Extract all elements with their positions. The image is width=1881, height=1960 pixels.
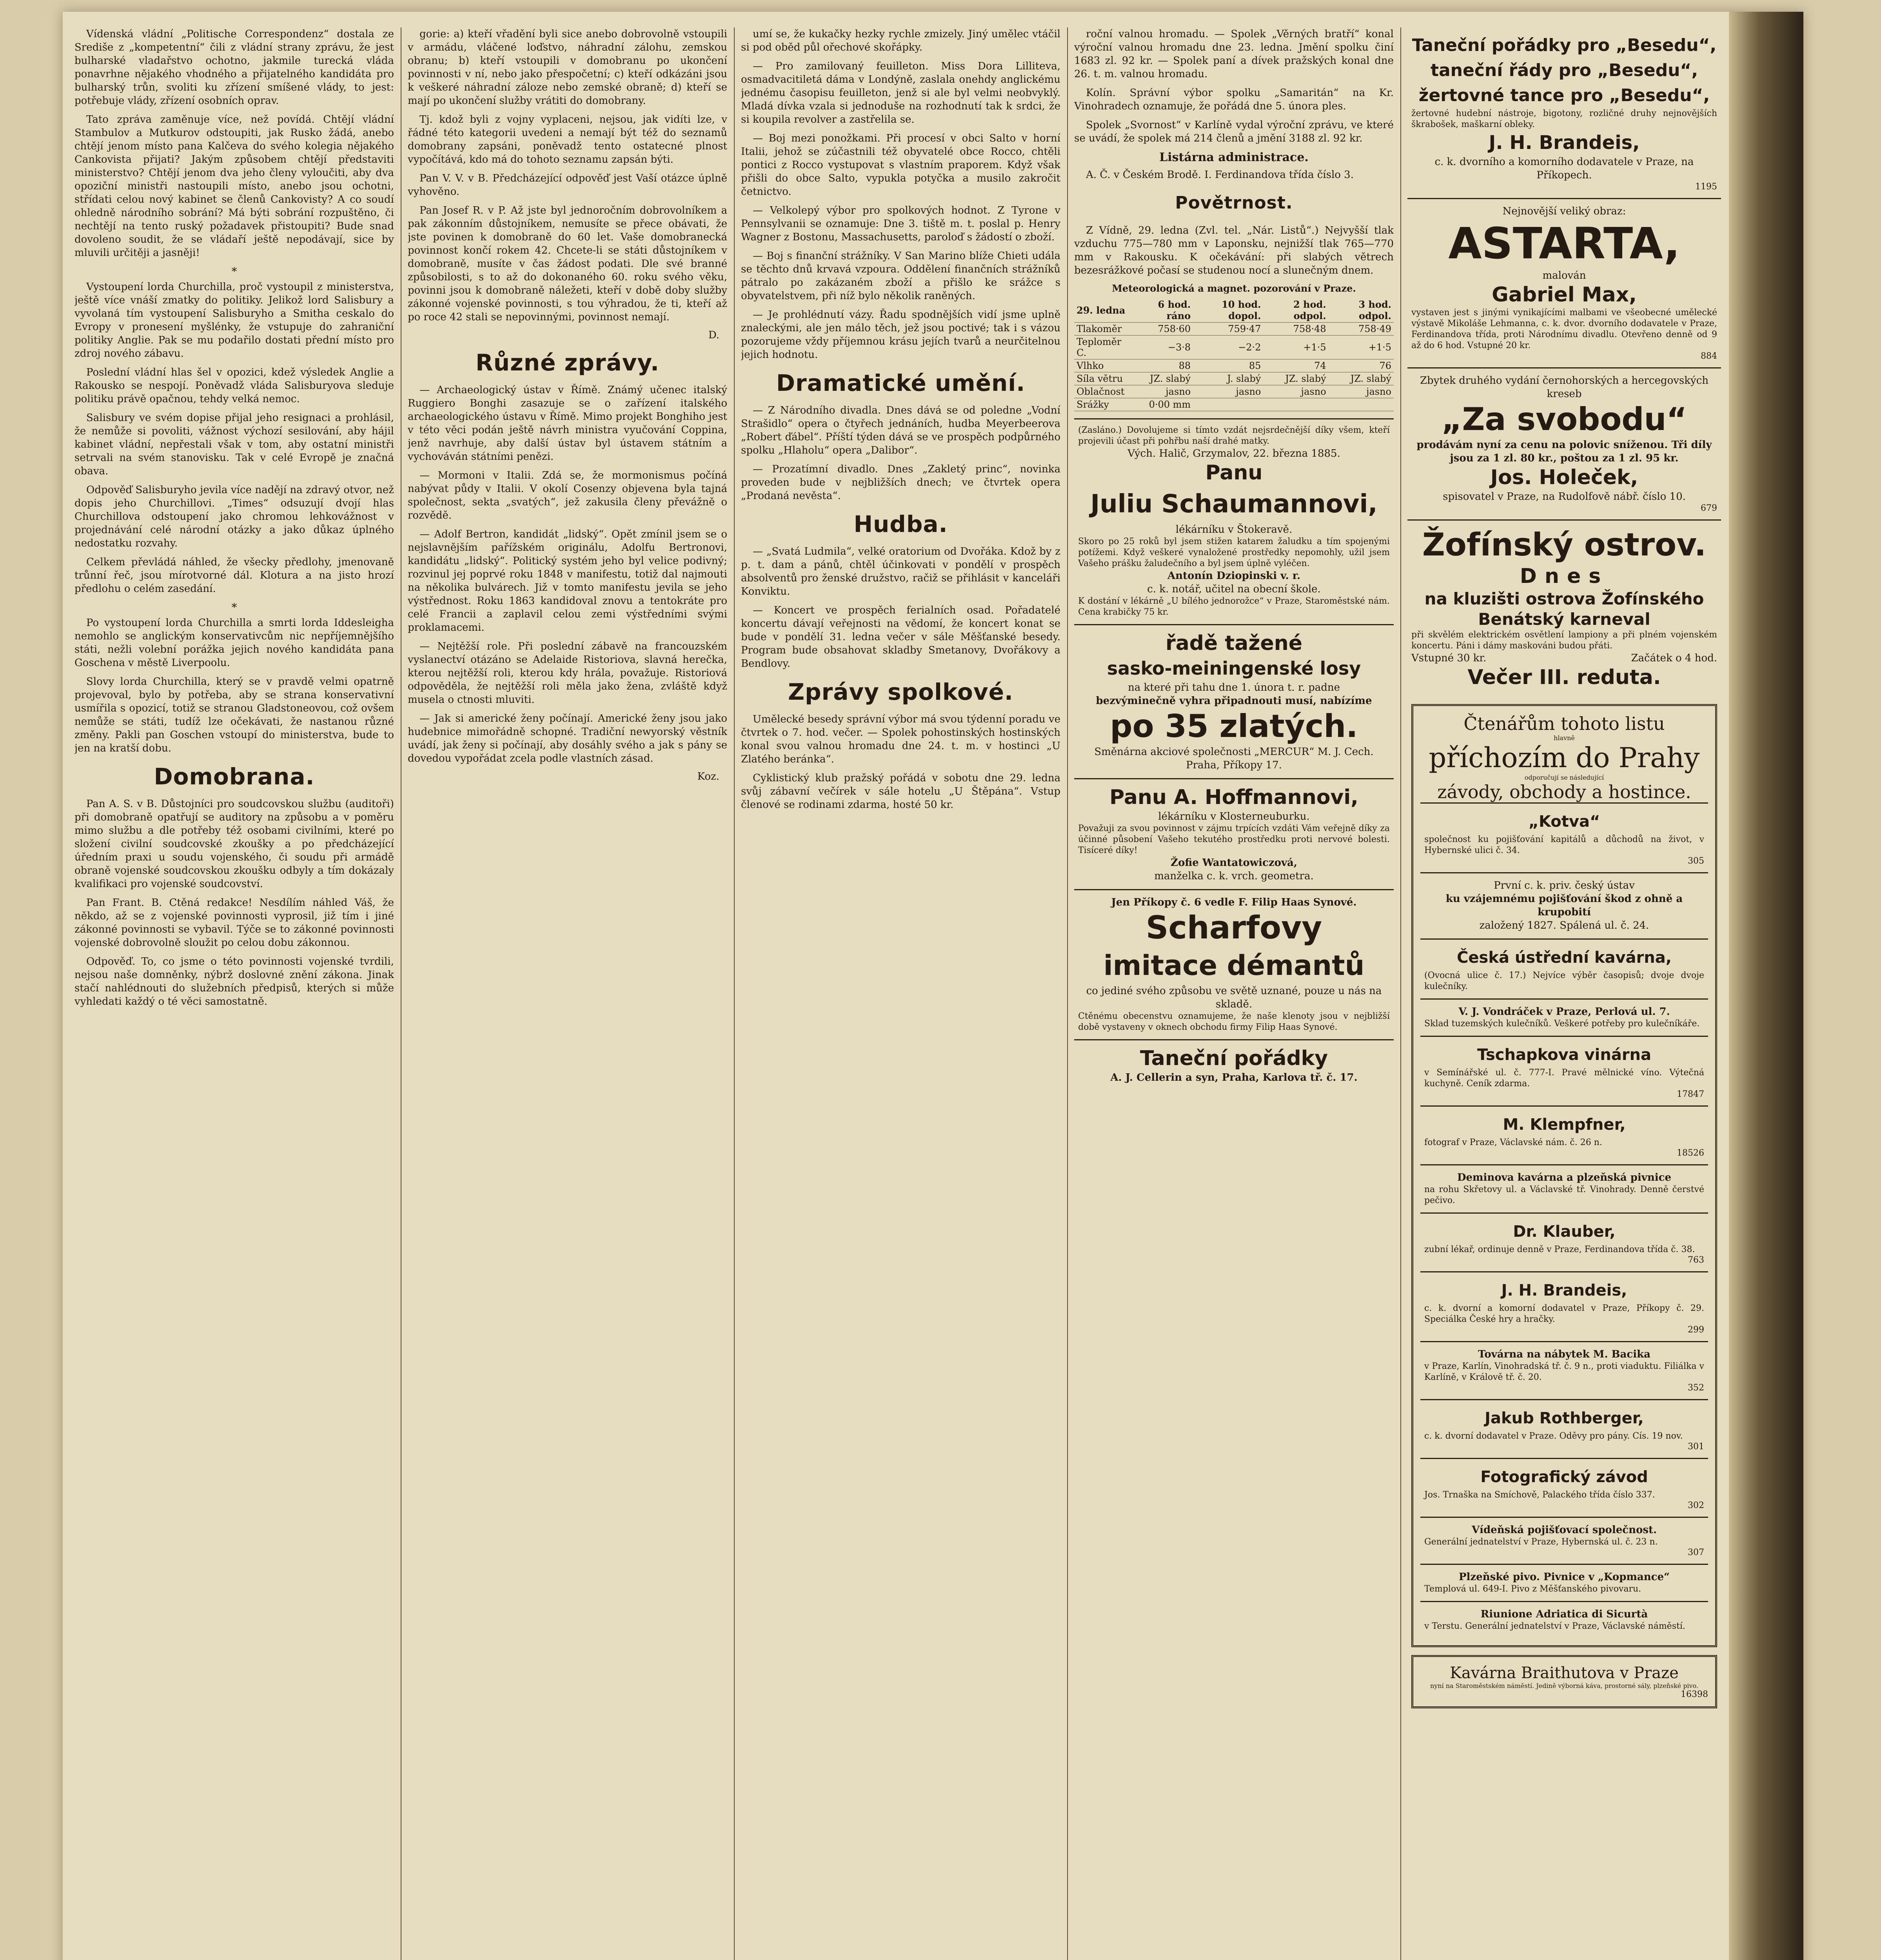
text-line: Vlhko — [1074, 359, 1134, 372]
text-line: c. k. dvorního a komorního dodavatele v Praze, na Příkopech. — [1434, 156, 1694, 181]
text-line: ku vzájemnému pojišťování škod z ohně a krupobití — [1445, 893, 1683, 918]
text-line: 18526 — [1677, 1148, 1704, 1158]
article-paragraph: Kolín. Správní výbor spolku „Samaritán“ na Kr. Vinohradech oznamuje, že pořádá dne 5. února ples. — [1074, 87, 1394, 112]
text-line: Srážky — [1074, 398, 1134, 411]
text-line: na které při tahu dne 1. února t. r. padne — [1128, 682, 1340, 693]
signature: Koz. — [697, 771, 719, 782]
article-paragraph: — Prozatímní divadlo. Dnes „Zakletý princ“, novinka proveden bude v nejbližších dnech; ve čtvrtek opera „Prodaná nevěsta“. — [741, 463, 1060, 502]
administration-heading: Listárna administrace. — [1159, 151, 1309, 164]
text-line: fotograf v Praze, Václavské nám. č. 26 n. — [1424, 1138, 1602, 1147]
text-line: Považuji za svou povinnost v zájmu trpících vzdáti Vám veřejně díky za účinné působení Vašeho tekutého prostředku proti nervové bolesti. Tisíceré díky! — [1078, 824, 1390, 855]
text-line — [1193, 398, 1263, 411]
article-paragraph: Umělecké besedy správní výbor má svou týdenní poradu ve čtvrtek o 7. hod. večer. — Spolek pohostinských hostinských konal svou valnou hromadu dne 24. t. m. v hostinci „U Zlatého beránka“. — [741, 713, 1060, 765]
text-line: v Terstu. Generální jednatelství v Praze, Václavské náměstí. — [1424, 1621, 1685, 1631]
article-paragraph: — „Svatá Ludmila“, velké oratorium od Dvořáka. Kdož by z p. t. dam a pánů, chtěl účinkovati v pondělí v prospěch absolventů pro ženské družstvo, račiž se přihlásit v kanceláři Konviktu. — [741, 546, 1060, 597]
directory-box — [1411, 704, 1717, 1647]
text-line: Továrna na nábytek M. Bacika — [1478, 1348, 1650, 1360]
text-line: Dnes — [1520, 564, 1609, 588]
text-line: 679 — [1701, 503, 1717, 513]
listing-videnska — [1420, 1517, 1708, 1564]
column-4 — [1074, 27, 1394, 1960]
text-line: 299 — [1688, 1325, 1704, 1335]
text-line: c. k. dvorní a komorní dodavatel v Praze, Příkopy č. 29. Speciálka České hry a hračky. — [1424, 1303, 1704, 1324]
advertisement-cellerin — [1074, 1039, 1394, 1091]
section-heading-domobrana: Domobrana. — [154, 763, 315, 790]
text-line: jasno — [1193, 385, 1263, 398]
text-line: Jos. Holeček, — [1490, 466, 1638, 489]
text-line: +1·5 — [1329, 336, 1394, 359]
article-paragraph: Spolek „Svornost“ v Karlíně vydal výroční zprávu, ve které se uvádí, že spolek má 214 členů a jmění 3188 zl. 92 kr. — [1074, 119, 1394, 144]
article-paragraph: Cyklistický klub pražský pořádá v sobotu dne 29. ledna svůj zábavní večírek v sále hotelu „U Štěpána“. Vstup členové se rodinami zdarma, hosté 50 kr. — [741, 772, 1060, 811]
text-line: Začátek o 4 hod. — [1631, 652, 1717, 664]
text-line: JZ. slabý — [1134, 372, 1193, 385]
text-line: 17847 — [1677, 1089, 1704, 1099]
text-line: lékárníku v Klosterneuburku. — [1158, 811, 1310, 822]
text-line: jasno — [1329, 385, 1394, 398]
column-2 — [408, 27, 727, 1960]
text-line: J. H. Brandeis, — [1501, 1281, 1627, 1299]
text-line: Antonín Dziopinski v. r. — [1167, 570, 1301, 582]
text-line: prodávám nyní za cenu na polovic sníženou. Tři díly jsou za 1 zl. 80 kr., poštou za 1 zl. 95 kr. — [1416, 439, 1712, 464]
listing-brandeis — [1420, 1271, 1708, 1341]
listing-vondracek — [1420, 998, 1708, 1036]
text-line: ASTARTA, — [1448, 218, 1680, 269]
text-line: (Ovocná ulice č. 17.) Nejvíce výběr časopisů; dvoje dvoje kulečníky. — [1424, 971, 1704, 991]
text-line: Panu — [1205, 461, 1263, 485]
text-line: Žofínský ostrov. — [1422, 526, 1707, 563]
text-line: 1195 — [1695, 182, 1717, 192]
text-line: společnost ku pojišťování kapitálů a důchodů na život, v Hybernské ulici č. 34. — [1424, 835, 1704, 855]
advertisement-astarta — [1407, 198, 1721, 367]
page-binding-edge — [1729, 12, 1803, 1960]
text-line: (Zasláno.) Dovolujeme si tímto vzdát nejsrdečnější díky všem, kteří projevili účast při pohřbu naší drahé matky. — [1078, 425, 1390, 446]
table-row — [1074, 323, 1394, 336]
article-paragraph: — Velkolepý výbor pro spolkových hodnot. Z Tyrone v Pennsylvanii se oznamuje: Dne 3. tiště m. t. poslal p. Henry Wagner z Bostonu, Massachusetts, paroloď s žádostí o zboží. — [741, 205, 1060, 243]
text-line: Nejnovější veliký obraz: — [1502, 205, 1626, 217]
text-line: založený 1827. Spálená ul. č. 24. — [1479, 920, 1649, 931]
text-line: bezvýminečně vyhra připadnouti musí, nabízíme — [1096, 695, 1372, 707]
text-line: Taneční pořádky pro „Besedu“, — [1412, 35, 1717, 55]
advertisement-zofin — [1407, 519, 1721, 696]
text-line: jasno — [1134, 385, 1193, 398]
article-paragraph: Vídenská vládní „Politische Correspondenz“ dostala ze Središe z „kompetentní“ čili z vládní strany zprávu, že jest bulharské vladařstvo ochotno, jakmile turecká vláda ponavrhne nějakého vhodného a přijatelného kandidáta pro bulharský trůn, svoliti ku zřízení smíšené vlády, to jest: potřebuje vlády, zřízení osobních oprav. — [74, 28, 394, 107]
article-paragraph: — Jak si americké ženy počínají. Americké ženy jsou jako hudebnice mimořádně schopné. Tradiční newyorský věstník uvádí, jak ženy si počínají, aby dosáhly svého a jak s pány se dovedou vypořádat zcela podle vlastních zásad. — [408, 713, 727, 764]
text-line: +1·5 — [1263, 336, 1328, 359]
text-line: 884 — [1701, 351, 1717, 361]
advertisement-schaumann — [1074, 418, 1394, 624]
text-line: Jos. Trnaška na Smíchově, Palackého třída číslo 337. — [1424, 1490, 1655, 1500]
text-line: co jediné svého způsobu ve světě uznané, pouze u nás na skladě. — [1086, 985, 1382, 1010]
text-line: Jen Příkopy č. 6 vedle F. Filip Haas Synové. — [1111, 897, 1357, 908]
text-line: Templová ul. 649-I. Pivo z Měšťanského pivovaru. — [1424, 1584, 1641, 1594]
text-line: jasno — [1263, 385, 1328, 398]
text-line: Čtenářům tohoto listu — [1463, 713, 1665, 734]
text-line: 0·00 mm — [1134, 398, 1193, 411]
text-line: v Praze, Karlín, Vinohradská tř. č. 9 n., proti viaduktu. Filiálka v Karlíně, v Králově tř. č. 20. — [1424, 1361, 1704, 1382]
text-line: 74 — [1263, 359, 1328, 372]
article-paragraph: — Z Národního divadla. Dnes dává se od poledne „Vodní Strašidlo“ opera o čtyřech jednáních, hudba Meyerbeerova „Robert ďábel“. Příští týden dává se ve prospěch podpůrného spolku „Hlaholu“ opera „Dalibor“. — [741, 405, 1060, 456]
article-paragraph: Tato zpráva zaměnuje více, než povídá. Chtějí vládní Stambulov a Mutkurov odstoupiti, jak Rusko žádá, anebo chtějí jenom místo pana Kalčeva do svého kolegia nějakého Cankovista přijati? Jakým způsobem chtějí představiti ministerstvo? Chtějí jenom dva jeho členy vyloučiti, aby dva opoziční ministři nastoupili místo, anebo jsou ochotni, střídati celou nový kabinet se členů Cankovisty? A co soudí ohledně národního sobrání? Má býti sobrání rozpuštěno, či nechtějí na tento ruský požadavek přistoupiti? Bude snad dovoleno soudit, že se vládaří ještě nepodávají, sice by mluvili určitěji a jasněji! — [74, 114, 394, 259]
text-line: Skoro po 25 roků byl jsem stižen katarem žaludku a tím spojenými potížemi. Když veškeré vynaložené prostředky nepomohly, užil jsem Vašeho prášku žaludečního a byl jsem úplně vyléčen. — [1078, 537, 1390, 568]
text-line: Tschapkova vinárna — [1477, 1046, 1652, 1064]
text-line: Ctěnému obecenstvu oznamujeme, že naše klenoty jsou v nejbližší době vystaveny v oknech obchodu firmy Filip Haas Synové. — [1078, 1011, 1390, 1032]
text-line: Oblačnost — [1074, 385, 1134, 398]
text-line: První c. k. priv. český ústav — [1494, 880, 1635, 891]
advertisement-svobodu — [1407, 367, 1721, 519]
listing-tschapkova — [1420, 1036, 1708, 1105]
text-line: příchozím do Prahy — [1429, 742, 1700, 774]
text-line: 352 — [1688, 1383, 1704, 1393]
signature: D. — [708, 329, 719, 341]
text-line: Deminova kavárna a plzeňská pivnice — [1457, 1172, 1672, 1183]
text-line: 29. ledna — [1074, 298, 1134, 323]
table-row — [1074, 398, 1394, 411]
text-line: 301 — [1688, 1442, 1704, 1452]
text-line: taneční řády pro „Besedu“, — [1430, 60, 1698, 80]
text-line: „Za svobodu“ — [1441, 401, 1687, 437]
article-paragraph: — Nejtěžší role. Při poslední zábavě na francouzském vyslanectví otázáno se Adelaide Ristoriova, slavná herečka, kterou nejtěžší roli, kterou kdy hrála, považuje. Ristoriová odpověděla, že nejtěžší roli měla jako žena, zvláště když musela o ctnosti mluviti. — [408, 641, 727, 706]
listing-bacik — [1420, 1341, 1708, 1399]
text-line: −3·8 — [1134, 336, 1193, 359]
text-line: 88 — [1134, 359, 1193, 372]
text-line: lékárníku v Štokeravě. — [1175, 524, 1293, 535]
article-paragraph: Po vystoupení lorda Churchilla a smrti lorda Iddesleigha nemohlo se anglickým konservativcům nic nepříjemnějšího státi, nežli volební porážka jejich nového kandidáta pana Goschena v městě Liverpoolu. — [74, 617, 394, 669]
section-heading-spolky: Zprávy spolkové. — [788, 679, 1013, 705]
text-line: Fotografický závod — [1480, 1468, 1648, 1486]
text-line: Gabriel Max, — [1492, 283, 1637, 307]
article-paragraph: Odpověď. To, co jsme o této povinnosti vojenské tvrdili, nejsou naše domněnky, nýbrž doslovné znění zákona. Jinak stačí nahlédnouti do služebních předpisů, kterých si může vyhledati každý o té věci samostatně. — [74, 956, 394, 1007]
text-line: odporučují se následující — [1524, 774, 1604, 781]
text-line: 85 — [1193, 359, 1263, 372]
article-paragraph: Salisbury ve svém dopise přijal jeho resignaci a prohlásil, že nemůže si povoliti, vážnost výchozí sesilování, aby hájil kabinet vládní, nepřestali však v tom, aby ostatní ministři setrvali na svém stanovisku. Tak v celé Evropě je značná obava. — [74, 412, 394, 477]
article-paragraph: umí se, že kukačky hezky rychle zmizely. Jiný umělec vtáčil si pod oběd půl ořechové skořápky. — [741, 28, 1060, 53]
text-line: nyní na Staroměstském náměstí. Jedině výborná káva, prostorné sály, plzeňské pivo. — [1430, 1682, 1699, 1690]
text-line: v Semínářské ul. č. 777-I. Pravé mělnické víno. Výtečná kuchyně. Ceník zdarma. — [1424, 1068, 1704, 1089]
listing-foto — [1420, 1458, 1708, 1517]
text-line: Dr. Klauber, — [1513, 1223, 1616, 1241]
text-line: Vídeňská pojišťovací společnost. — [1471, 1524, 1657, 1536]
article-paragraph: Pan Frant. B. Ctěná redakce! Nesdílím náhled Váš, že někdo, až se z vojenské povinnosti vyprosil, již tím i jiné zákonné povinnosti se vybavil. Týče se to zákonné povinnosti vojenské dobrovolně sloužit po celou dobu zákonnou. — [74, 897, 394, 949]
text-line: při skvělém elektrickém osvětlení lampiony a při plném vojenském koncertu. Páni i dámy maskováni budou přáti. — [1411, 630, 1717, 651]
article-paragraph: — Mormoni v Italii. Zdá se, že mormonismus počíná nabývat půdy v Italii. V okolí Cosenzy objevena byla tajná společnost, sekta „svatých“, jež zakusila členy převážně o rozvědě. — [408, 470, 727, 521]
text-line: 76 — [1329, 359, 1394, 372]
column-3 — [741, 27, 1060, 1960]
section-heading-ruzne: Různé zprávy. — [476, 349, 659, 376]
text-line: 10 hod. dopol. — [1193, 298, 1263, 323]
text-line: Tlakoměr — [1074, 323, 1134, 336]
listing-cesky-ustav — [1420, 872, 1708, 938]
text-line: hlavně — [1554, 734, 1575, 742]
article-paragraph: — Archaeologický ústav v Římě. Známý učenec italský Ruggiero Bonghi zasazuje se o zařízení italského archaeologického ústavu v Římě. Mimo projekt Bonghiho jest v této věci podán ještě návrh ministra vyučování Coppina, jenž navrhuje, aby další ústav byl ústavem státním a vychováván státními penězi. — [408, 384, 727, 463]
text-line: Teploměr C. — [1074, 336, 1134, 359]
text-line: žertovné tance pro „Besedu“, — [1418, 85, 1710, 105]
text-line: Plzeňské pivo. Pivnice v „Kopmance“ — [1458, 1571, 1670, 1583]
text-line: K dostání v lékárně „U bílého jednorožce“ v Praze, Staroměstské nám. Cena krabičky 75 kr. — [1078, 596, 1390, 617]
article-paragraph: Slovy lorda Churchilla, který se v pravdě velmi opatrně projevoval, bylo by potřeba, aby se strana konservativní usmířila s opozicí, totiž se stranou Gladstoneovou, což ovšem nemůže se státi, tudíž lze očekávati, že nastanou různé změny. Pakli pan Goschen vstoupí do ministerstva, bude to jen na kratší dobu. — [74, 676, 394, 754]
text-line: zubní lékař, ordinuje denně v Praze, Ferdinandova třída č. 38. — [1424, 1245, 1695, 1254]
listing-klauber — [1420, 1212, 1708, 1271]
listing-klempfner — [1420, 1105, 1708, 1164]
column-rule — [734, 27, 735, 1960]
listing-kotva — [1420, 802, 1708, 872]
text-line: 758·48 — [1263, 323, 1328, 336]
admin-note: A. Č. v Českém Brodě. I. Ferdinandova třída číslo 3. — [1086, 169, 1354, 181]
text-line: na rohu Skřetovy ul. a Václavské tř. Vinohrady. Denně čerstvé pečivo. — [1424, 1185, 1704, 1205]
text-line: Juliu Schaumannovi, — [1090, 490, 1378, 519]
table-header-row — [1074, 298, 1394, 323]
article-paragraph: — Boj mezi ponožkami. Při procesí v obci Salto v horní Italii, jehož se zúčastnili též obyvatelé obce Rocco, chtěli pontici z Rocco vystupovat s vlastním praporem. Když však přišli do obce Salto, vypukla potyčka a musilo zakročit četnictvo. — [741, 132, 1060, 198]
text-line: Generální jednatelství v Praze, Hybernská ul. č. 23 n. — [1424, 1537, 1658, 1547]
text-line: malován — [1542, 270, 1586, 281]
text-line: závody, obchody a hostince. — [1437, 781, 1691, 802]
article-paragraph: Vystoupení lorda Churchilla, proč vystoupil z ministerstva, ještě více vnáší zmatky do politiky. Jelikož lord Salisbury a vyvolaná tím vystoupení Salisburyho a Smitha ceskalo do Evropy v pronesení myšlénky, že vstupuje do zahraniční politiky Anglie. Pak se mu podařilo dostati přední místo pro zdroj nového zábavu. — [74, 281, 394, 359]
text-line: 759·47 — [1193, 323, 1263, 336]
advertisement-dance-orders — [1407, 27, 1721, 198]
text-line: A. J. Cellerin a syn, Praha, Karlova tř. č. 17. — [1110, 1072, 1358, 1083]
text-line: 16398 — [1681, 1690, 1708, 1699]
column-rule — [1400, 27, 1401, 1960]
advertisement-hoffmann — [1074, 778, 1394, 889]
text-line: 2 hod. odpol. — [1263, 298, 1328, 323]
text-line: Taneční pořádky — [1140, 1047, 1328, 1070]
newspaper-page — [63, 12, 1803, 1960]
text-line: řadě tažené — [1165, 632, 1303, 655]
listing-rothberger — [1420, 1399, 1708, 1458]
advertisement-braithut — [1411, 1655, 1717, 1708]
text-line — [1263, 398, 1328, 411]
text-line: 758·49 — [1329, 323, 1394, 336]
text-line: c. k. dvorní dodavatel v Praze. Oděvy pro pány. Cís. 19 nov. — [1424, 1431, 1683, 1441]
text-line: M. Klempfner, — [1503, 1116, 1626, 1134]
text-line: JZ. slabý — [1263, 372, 1328, 385]
article-paragraph: gorie: a) kteří vřadění byli sice anebo dobrovolně vstoupili v armádu, vláčené loďstvo, náhradní zálohu, zemskou obranu; b) kteří vstoupili v domobranu po ukončení povinnosti v ní, nebo jako přespočetní; c) kteří odkázáni jsou k veškeré náhradní záloze nebo zemské obraně; d) kteří se mají po ukončení služby vrátiti do domobrany. — [408, 28, 727, 107]
text-line: Směnárna akciové společnosti „MERCUR“ M. J. Cech. Praha, Příkopy 17. — [1094, 746, 1374, 771]
text-line: Vých. Halič, Grzymalov, 22. března 1885. — [1128, 448, 1340, 459]
text-line: Vstupné 30 kr. — [1411, 652, 1487, 664]
text-line: 3 hod. odpol. — [1329, 298, 1394, 323]
text-line: Žofie Wantatowiczová, — [1171, 857, 1297, 869]
article-paragraph: Tj. kdož byli z vojny vyplaceni, nejsou, jak vidíti lze, v řádné této kategorii uvedeni a nemají být též do seznamů domobrany zapsáni, poněvadž tento ostatecné plnost vypočítává, kdo má do tohoto seznamu zapsán býti. — [408, 114, 727, 165]
text-line: 307 — [1688, 1548, 1704, 1557]
text-line: imitace démantů — [1103, 949, 1365, 982]
text-line: J. slabý — [1193, 372, 1263, 385]
article-paragraph: — Je prohlédnutí vázy. Řadu spodnějších vidí jsme uplně znaleckými, ale jen málo těch, jež jsou poctivé; tak i s vázou pozorujeme vždy příjemnou krásu jejích tvarů a neurčitelnou jejich hodnotu. — [741, 309, 1060, 361]
text-line: Panu A. Hoffmannovi, — [1109, 786, 1358, 809]
text-line: Síla větru — [1074, 372, 1134, 385]
advertisement-lottery — [1074, 624, 1394, 778]
table-row — [1074, 336, 1394, 359]
text-line: 6 hod. ráno — [1134, 298, 1193, 323]
text-line: Sklad tuzemských kulečníků. Veškeré potřeby pro kulečníkáře. — [1424, 1019, 1700, 1029]
article-paragraph: Pan V. V. v B. Předcházející odpověď jest Vaší otázce úplně vyhověno. — [408, 172, 727, 198]
text-line: 302 — [1688, 1501, 1704, 1510]
meteo-heading: Meteorologická a magnet. pozorování v Praze. — [1112, 283, 1356, 294]
table-row — [1074, 359, 1394, 372]
weather-heading: Povětrnost. — [1175, 193, 1293, 213]
text-line: 763 — [1688, 1255, 1704, 1265]
article-paragraph: roční valnou hromadu. — Spolek „Věrných bratří“ konal výroční valnou hromadu dne 23. ledna. Jmění spolku činí 1683 zl. 92 kr. — Spolek paní a dívek pražských konal dne 26. t. m. valnou hromadu. — [1074, 28, 1394, 80]
text-line: V. J. Vondráček v Praze, Perlová ul. 7. — [1458, 1006, 1670, 1018]
article-paragraph: Odpověď Salisburyho jevila více nadějí na zdravý otvor, než dopis jeho Churchillovi. „Times“ odsuzují dvojí hlas Churchillova odstoupení jako chromou lehkovážnost v projednávání celé národní otázky a jako důkaz úplného nedostatku rozvahy. — [74, 484, 394, 549]
meteo-table — [1074, 298, 1394, 411]
advertisement-scharf — [1074, 889, 1394, 1039]
text-line: Scharfovy — [1146, 909, 1322, 946]
text-line: 305 — [1688, 856, 1704, 866]
article-paragraph: — Adolf Bertron, kandidát „lidský“. Opět zmínil jsem se o nejslavnějším pařížském originálu, Adolfu Bertronovi, kandidátu „lidský“. Politický systém jeho byl velice podivný; rozvinul jej poprvé roku 1848 v manifestu, totiž dal najmouti na několika bulvárech. Již v tomto manifestu jevila se jeho výstřednost. Roku 1863 kandidoval znovu a tentokráte pro celé Francii a zaplavil celou zemi výstředními svými proklamacemi. — [408, 528, 727, 633]
column-5 — [1407, 27, 1721, 1960]
article-paragraph: Pan A. S. v B. Důstojníci pro soudcovskou službu (auditoři) při domobraně opatřují se auditory na způsobu a v poměru mimo službu a dle potřeby též osobami civilními, které po složení civilní soudcovské zkoušky a po předcházející úředním praxi u soudu vojenského, či soudu při armádě obraně vojenské soudcovskou zkoušku odbyly a tím dokázaly kvalifikaci pro vojenské soudcovství. — [74, 798, 394, 890]
listing-kavarna — [1420, 938, 1708, 998]
column-1: Vídenská vládní „Politische Correspondenz“ dostala ze Središe z „kompetentní“ čili z vládní strany zprávu, že jest bulharské vladařstvo ochotno, jakmile turecká vláda ponavrhne nějakého vhodného a přijatelného kandidáta pro bulharský trůn, svoliti ku zřízení smíšené vlády, to jest: potřebuje vlády, zřízení osobních oprav. Tato zpráva zaměnuje více, než povídá. Chtějí vládní Stambulov a Mutkurov odstoupiti, jak Rusko žádá, anebo chtějí jenom místo pana Kalčeva do svého kolegia nějakého Cankovista přijati? Jakým způsobem chtějí představiti ministerstvo? Chtějí jenom dva jeho členy vyloučiti, aby dva opoziční ministři nastoupili místo, anebo jsou ochotni, střídati celou nový kabinet se členů Cankovisty? A co soudí ohledně národního sobrání? Má býti sobrání rozpuštěno, či nechtějí na tento ruský požadavek přistoupiti? Bude snad dovoleno soudit, že se vládaří ještě nepodávají, sice by mluvili určitěji a jasněji! * Vystoupení lorda Churchilla, proč vystoupil z ministerstva, ještě více vnáší zmatky do politiky. Jelikož lord Salisbury a vyvolaná tím vystoupení Salisburyho a Smitha ceskalo do Evropy v pronesení myšlénky, že vstupuje do zahraniční politiky Anglie. Pak se mu podařilo dostati přední místo pro zdroj nového zábavu. Poslední vládní hlas šel v opozici, kdež výsledek Anglie a Rakousko se nespojí. Poněvadž vláda Salisburyova sleduje politiku právě opačnou, tehdy velká nemoc. Salisbury ve svém dopise přijal jeho resignaci a prohlásil, že nemůže si povoliti, vážnost výchozí sesilování, aby hájil kabinet vládní, nepřestali však v tom, aby ostatní ministři setrvali na svém stanovisku. Tak v celé Evropě je značná obava. Odpověď Salisburyho jevila více nadějí na zdravý otvor, než dopis jeho Churchillovi. „Times“ odsuzují dvojí hlas Churchillova odstoupení jako chromou lehkovážnost v projednávání celé národní otázky a jako důkaz úplného nedostatku rozvahy. Celkem převládá náhled, že všecky předlohy, jmenovaně trůnní řeč, jsou mírotvorné dál. Klotura a na jisto hrozí předlohu o celém zasedání. * Po vystoupení lorda Churchilla a smrti lorda Iddesleigha nemohlo se anglickým konservativcům nic nepříjemnějšího státi, nežli volební porážka jejich nového kandidáta pana Goschena v městě Liverpoolu. Slovy lorda Churchilla, který se v pravdě velmi opatrně projevoval, bylo by potřeba, aby se strana konservativní usmířila s opozicí, totiž se stranou Gladstoneovou, což ovšem nemůže se státi, tudíž lze očekávati, že nastanou různé změny. Pakli pan Goschen vstoupí do ministerstva, bude to jen na kratší dobu. Domobrana. Pan A. S. v B. Důstojníci pro soudcovskou službu (auditoři) při domobraně opatřují se auditory na způsobu a v poměru mimo službu a dle potřeby též osobami civilními, které po složení civilní soudcovské zkoušky a po předcházející úředním praxi u soudu vojenského, či soudu při armádě obraně vojenské soudcovskou zkoušku odbyly a tím dokázaly kvalifikaci pro vojenské soudcovství. Pan Frant. B. Ctěná redakce! Nesdílím náhled Váš, že někdo, až se z vojenské povinnosti vyprosil, již tím i jiné zákonné povinnosti se vybavil. Týče se to zákonné povinnosti vojenské dobrovolně sloužit po celou dobu zákonnou. Odpověď. To, co jsme o této povinnosti vojenské tvrdili, nejsou naše domněnky, nýbrž doslovné znění zákona. Jinak stačí nahlédnouti do služebních předpisů, kterých si může vyhledati každý o té věci samostatně. — [74, 28, 394, 1007]
text-line: JZ. slabý — [1329, 372, 1394, 385]
text-line: Kavárna Braithutova v Praze — [1450, 1664, 1679, 1682]
text-line — [1329, 398, 1394, 411]
article-paragraph: — Boj s finanční strážníky. V San Marino blíže Chieti udála se těchto dnů krvavá vzpoura. Oddělení finančních strážníků pátralo po zakázaném zboží a přišlo ke srážce s obyvatelstvem, při níž bylo několik raněných. — [741, 250, 1060, 302]
text-line: vystaven jest s jinými vynikajícími malbami ve všeobecné umělecké výstavě Mikoláše Lehmanna, c. k. dvor. dvorního dodavatele v Praze, Ferdinandova třída, proti Národnímu divadlu. Otevřeno denně od 9 až do 6 hod. Vstupné 20 kr. — [1411, 308, 1717, 350]
text-line: sasko-meiningenské losy — [1107, 658, 1361, 679]
table-row — [1074, 385, 1394, 398]
text-line: −2·2 — [1193, 336, 1263, 359]
text-line: J. H. Brandeis, — [1489, 132, 1640, 154]
text-line: Večer III. reduta. — [1467, 666, 1661, 689]
article-paragraph: Poslední vládní hlas šel v opozici, kdež výsledek Anglie a Rakousko se nespojí. Poněvadž vláda Salisburyova sleduje politiku právě opačnou, tehdy velká nemoc. — [74, 367, 394, 405]
column-rule — [1067, 27, 1068, 1960]
text-line: c. k. notář, učitel na obecní škole. — [1147, 583, 1321, 595]
section-heading-hudba: Hudba. — [853, 511, 948, 537]
article-paragraph: — Pro zamilovaný feuilleton. Miss Dora Lilliteva, osmadvacitiletá dáma v Londýně, zaslala onehdy anglickému jednému časopisu feuilleton, jenž si ale byl velmi neobvyklý. Mladá dívka vzala si jednoduše na rozhodnutí tak k srdci, že si koupila revolver a zastřelila se. — [741, 60, 1060, 125]
table-row — [1074, 372, 1394, 385]
text-line: spisovatel v Praze, na Rudolfově nábř. číslo 10. — [1443, 491, 1686, 503]
section-heading-drama: Dramatické umění. — [776, 370, 1026, 396]
article-paragraph: Celkem převládá náhled, že všecky předlohy, jmenovaně trůnní řeč, jsou mírotvorné dál. Klotura a na jisto hrozí předlohu o celém zasedání. — [74, 556, 394, 595]
listing-kopmanek — [1420, 1564, 1708, 1601]
text-line: „Kotva“ — [1528, 813, 1600, 831]
text-line: na kluzišti ostrova Žofínského Benátský karneval — [1424, 589, 1704, 629]
text-line: Jakub Rothberger, — [1485, 1409, 1644, 1427]
article-paragraph: — Koncert ve prospěch ferialních osad. Pořadatelé koncertu dávají veřejnosti na vědomí, že koncert konat se bude v pondělí 31. ledna večer v sále Měšťanské besedy. Program bude obsahovat skladby Smetanovy, Dvořákovy a Bendlovy. — [741, 604, 1060, 670]
text-line: Zbytek druhého vydání černohorských a hercegovských kreseb — [1420, 375, 1709, 400]
article-paragraph: Pan Josef R. v P. Až jste byl jednoročním dobrovolníkem a pak zákonním důstojníkem, nemusíte se přece obávati, že jste povinen k domobraně do 60 let. Vaše domobranecká povinnost končí rokem 42. Chcete-li se státi důstojníkem v domobraně, musíte v čas žádost podati. Dle své branné způsobilosti, s to až do dokonaného 60. roku svého věku, povinni jsou k domobraně náležeti, kteří v době doby služby zákonné vojenské povinnosti, s tou výhradou, že ti, kteří až po roce 42 stali se nepovinnými, povinnost nemají. — [408, 205, 727, 323]
text-line: žertovné hudební nástroje, bigotony, rozličné druhy nejnovějších škrabošek, maškarní obleky. — [1411, 109, 1717, 129]
listing-riunione — [1420, 1601, 1708, 1638]
text-line: manželka c. k. vrch. geometra. — [1154, 870, 1314, 882]
weather-text: Z Vídně, 29. ledna (Zvl. tel. „Nár. Listů“.) Nejvyšší tlak vzduchu 775—780 mm v Laponsku, nejnižší tlak 765—770 mm v Rakousku. K očekávání: při slabých větrech bezesrážkové počasí se studenou nocí a slunečným dnem. — [1074, 225, 1394, 276]
text-line: 758·60 — [1134, 323, 1193, 336]
listing-deminov — [1420, 1164, 1708, 1212]
text-line: po 35 zlatých. — [1110, 708, 1358, 744]
text-line: Česká ústřední kavárna, — [1457, 949, 1672, 967]
text-line: Riunione Adriatica di Sicurtà — [1480, 1608, 1648, 1620]
